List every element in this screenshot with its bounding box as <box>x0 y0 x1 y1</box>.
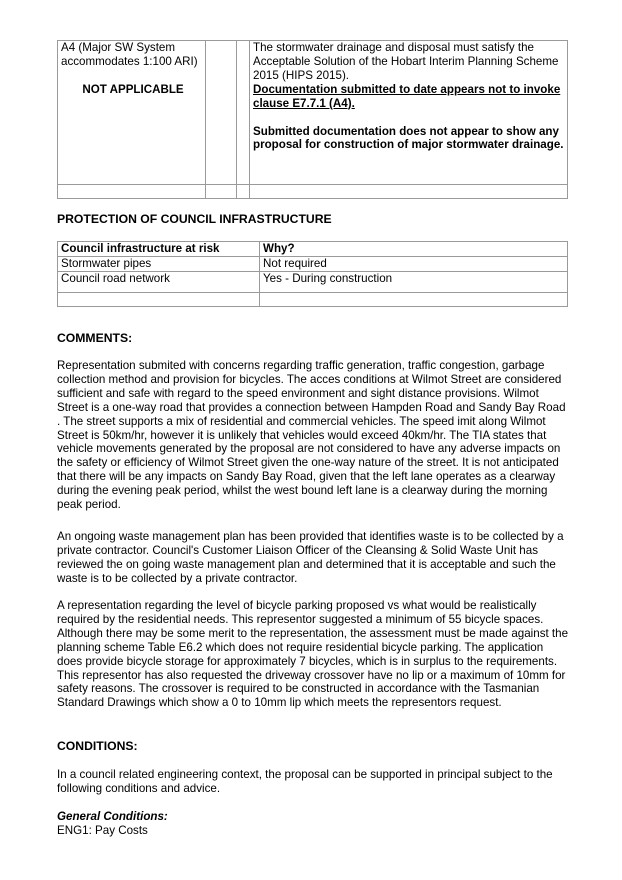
comment-paragraph: An ongoing waste management plan has been provided that identifies waste is to be collected by a private contractor. Council's Customer Liaison Officer of the Cleansing & Solid Waste Unit has reviewed the on going waste management plan and determined that it is acceptable and such the waste is to be collected by a private contractor. <box>57 530 564 585</box>
criterion-cell <box>58 41 206 185</box>
conditions-intro: In a council related engineering context, the proposal can be supported in principal subject to the following conditions and advice. <box>57 768 553 795</box>
comment-paragraph: A representation regarding the level of bicycle parking proposed vs what would be realistically required by the residential needs. This representor suggested a minimum of 55 bicycle spaces. Although there may be some merit to the representation, the assessment must be made against the planning scheme Table E6.2 which does not require residential bicycle parking. The application does provide bicycle storage for approximately 7 bicycles, which is in surplus to the requirements. This representor has also requested the driveway crossover have no lip or a maximum of 10mm for safety reasons. The crossover is required to be constructed in accordance with the Tasmanian Standard Drawings which show a 0 to 10mm lip which meets the representors request. <box>57 599 569 710</box>
criterion-line: accommodates 1:100 ARI) <box>61 54 198 68</box>
comment-paragraph: Representation submited with concerns regarding traffic generation, traffic congestion, garbage collection method and provision for bicycles. The acces conditions at Wilmot Street are considered sufficient and safe with regard to the speed environment and sight distance provisions. Wilmot Street is a one-way road that provides a connection between Hampden Road and Sandy Bay Road . The street supports a mix of residential and commercial vehicles. The speed imit along Wilmot Street is 50km/hr, however it is unlikely that vehicles would exceed 40km/hr. The TIA states that vehicle movements generated by the proposal are not considered to have any adverse impacts on the safety or efficiency of Wilmot Street given the one-way nature of the street. It is not anticipated that there will be any impacts on Sandy Bay Road, given that the left lane operates as a clearway during the evening peak period, whilst the west bound left lane is a clearway during the morning peak period. <box>57 359 566 512</box>
table-cell: Yes - During construction <box>260 271 568 292</box>
table-row <box>58 257 568 272</box>
infrastructure-table <box>57 241 568 307</box>
table-header-row <box>58 242 568 257</box>
criterion-line: A4 (Major SW System <box>61 41 176 54</box>
status-label: NOT APPLICABLE <box>82 82 184 96</box>
table-row <box>58 292 568 306</box>
column-header: Council infrastructure at risk <box>58 242 260 257</box>
table-cell: Not required <box>260 257 568 272</box>
empty-cell <box>237 41 250 185</box>
table-row <box>58 271 568 292</box>
assessment-text: The stormwater drainage and disposal must satisfy the Acceptable Solution of the Hobart Interim Planning Scheme 2015 (HIPS 2015). <box>253 41 559 82</box>
condition-item: ENG1: Pay Costs <box>57 824 148 837</box>
assessment-bold: Submitted documentation does not appear to show any proposal for construction of major stormwater drainage. <box>253 124 564 152</box>
table-row <box>58 185 568 199</box>
table-cell: Council road network <box>58 271 260 292</box>
empty-cell <box>206 41 237 185</box>
assessment-cell <box>250 41 568 185</box>
table-cell: Stormwater pipes <box>58 257 260 272</box>
table-row <box>58 41 568 185</box>
column-header: Why? <box>260 242 568 257</box>
comments-heading: COMMENTS: <box>57 331 133 345</box>
conditions-heading: CONDITIONS: <box>57 739 138 753</box>
stormwater-criteria-table <box>57 40 568 199</box>
assessment-underlined: Documentation submitted to date appears not to invoke clause E7.7.1 (A4). <box>253 82 561 110</box>
infrastructure-heading: PROTECTION OF COUNCIL INFRASTRUCTURE <box>57 212 332 226</box>
general-conditions-heading: General Conditions: <box>57 810 168 823</box>
